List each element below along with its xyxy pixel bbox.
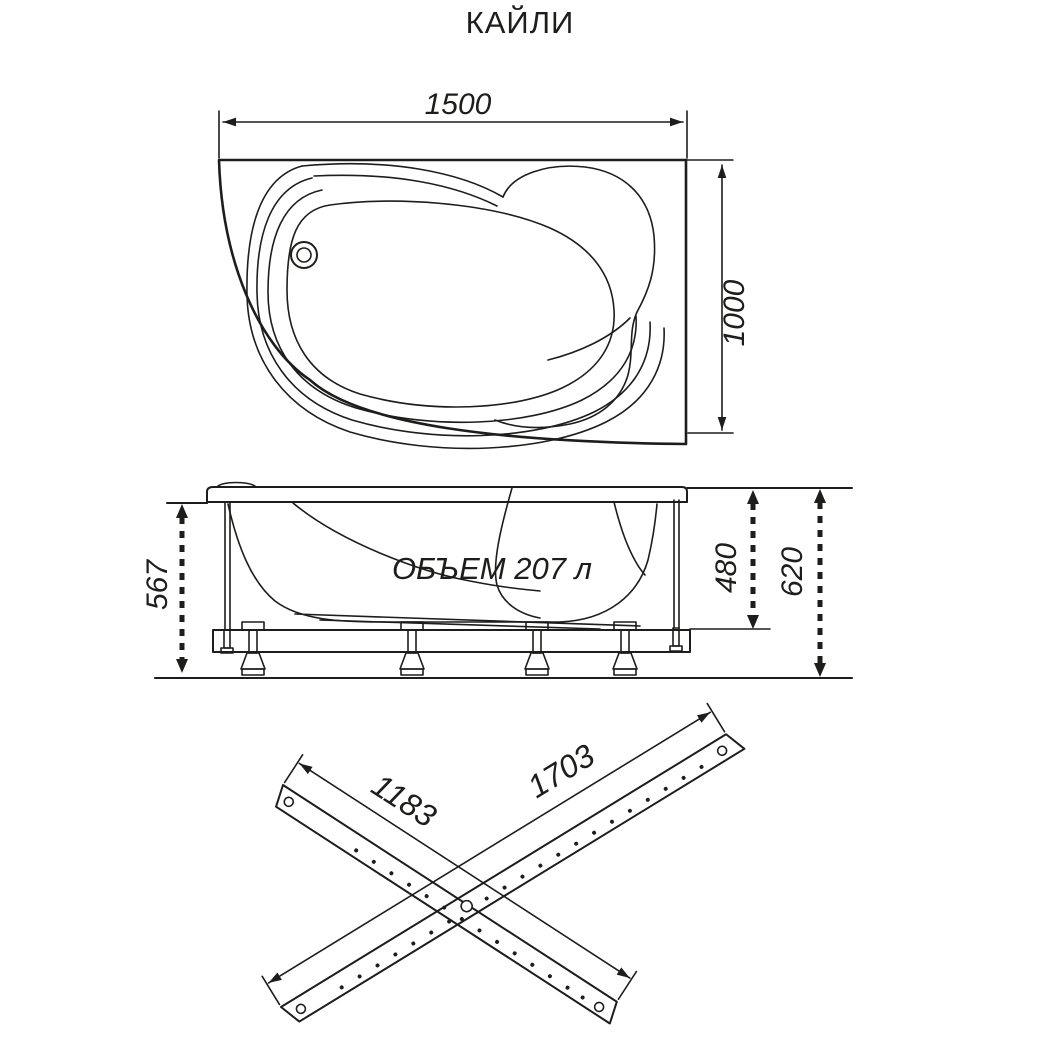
volume-label: ОБЪЕМ 207 л: [391, 551, 593, 586]
leg-4: [613, 622, 637, 675]
dim-rail-long-label: 1703: [521, 737, 601, 805]
dim-width-1500: [219, 88, 687, 158]
dim-depth-label: 1000: [718, 279, 751, 347]
leg-3: [525, 622, 549, 675]
dim-height-567: [141, 504, 188, 673]
tub-corner-headrest: [495, 166, 655, 427]
bathtub-side-view: [141, 483, 852, 679]
rail-short-holes: [353, 848, 585, 1001]
page-title: КАЙЛИ: [465, 5, 575, 40]
tub-rim-profile: [207, 483, 687, 504]
dim-rail-long: [243, 672, 725, 1004]
rail-long: [243, 668, 745, 1026]
dim-depth-1000: [686, 160, 751, 433]
leg-2: [400, 622, 424, 675]
tub-rim-contours: [247, 164, 664, 449]
support-frame: [213, 630, 690, 652]
rail-short: [271, 725, 660, 1023]
dim-rail-short-label: 1183: [365, 766, 443, 835]
bathtub-top-view: [219, 88, 751, 448]
leg-1: [241, 622, 265, 675]
dim-overall-620: [776, 489, 826, 677]
dim-overall-label: 620: [776, 546, 809, 598]
strut-right: [670, 500, 682, 651]
dim-width-label: 1500: [424, 88, 492, 121]
dim-frame-label: 480: [710, 542, 743, 594]
mounting-rails-view: [243, 668, 745, 1026]
tub-outer-boundary: [219, 160, 686, 444]
tub-basin-outline: [287, 201, 614, 407]
dim-height-label: 567: [141, 559, 174, 611]
dim-frame-480: [690, 490, 770, 629]
drain-icon: [291, 242, 317, 268]
